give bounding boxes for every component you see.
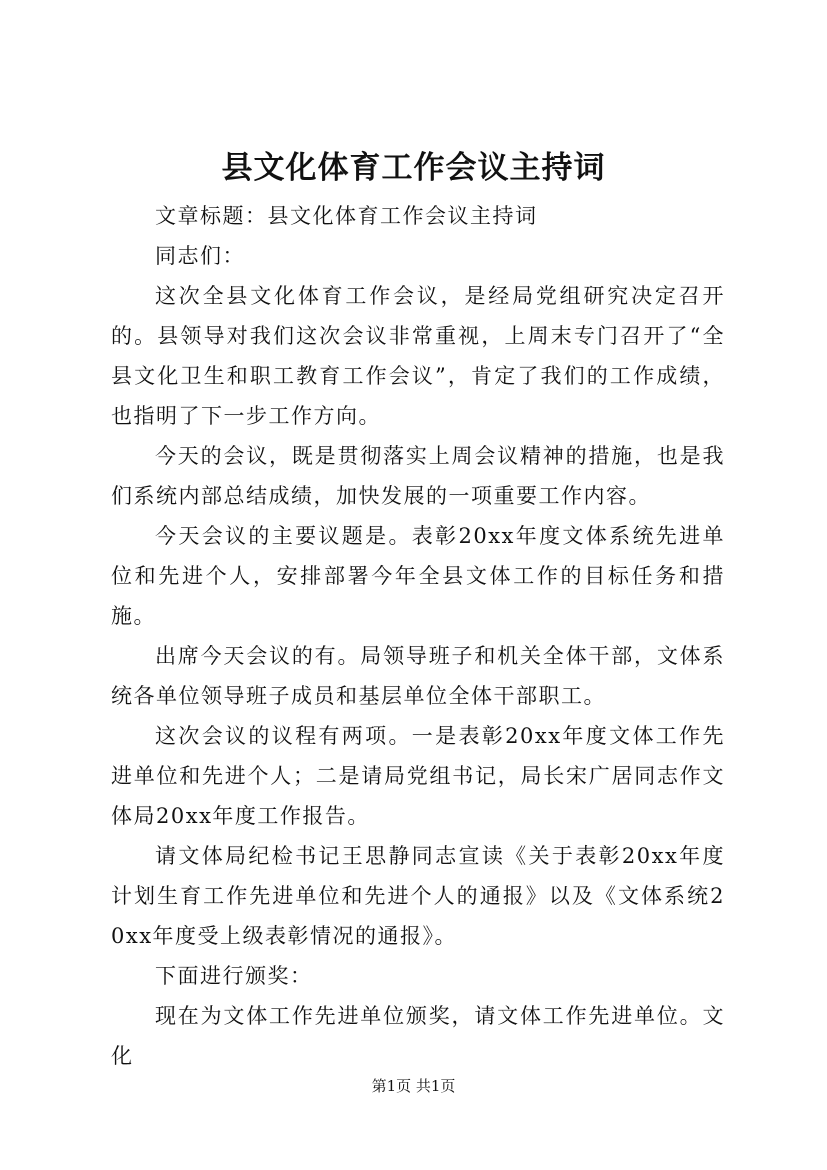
document-body xyxy=(111,196,725,1076)
paragraph-article-title: 文章标题：县文化体育工作会议主持词 xyxy=(155,204,538,228)
document-title: 县文化体育工作会议主持词 xyxy=(221,150,606,186)
page-footer: 第1页 共1页 xyxy=(371,1077,456,1095)
paragraph-salutation: 同志们： xyxy=(155,244,245,268)
paragraph: 出席今天会议的有。局领导班子和机关全体干部，文体系统各单位领导班子成员和基层单位全体干部职工。 xyxy=(111,644,725,708)
paragraph: 现在为文体工作先进单位颁奖，请文体工作先进单位。文化 xyxy=(111,1004,725,1068)
paragraph: 今天会议的主要议题是。表彰20xx年度文体系统先进单位和先进个人，安排部署今年全县文体工作的目标任务和措施。 xyxy=(111,524,725,628)
paragraph: 下面进行颁奖： xyxy=(155,964,313,988)
paragraph: 这次会议的议程有两项。一是表彰20xx年度文体工作先进单位和先进个人；二是请局党组书记，局长宋广居同志作文体局20xx年度工作报告。 xyxy=(111,724,725,828)
paragraph: 请文体局纪检书记王思静同志宣读《关于表彰20xx年度计划生育工作先进单位和先进个人的通报》以及《文体系统20xx年度受上级表彰情况的通报》。 xyxy=(111,844,725,948)
paragraph: 这次全县文化体育工作会议，是经局党组研究决定召开的。县领导对我们这次会议非常重视，上周末专门召开了“全县文化卫生和职工教育工作会议”，肯定了我们的工作成绩，也指明了下一步工作方向。 xyxy=(111,284,725,428)
paragraph: 今天的会议，既是贯彻落实上周会议精神的措施，也是我们系统内部总结成绩，加快发展的一项重要工作内容。 xyxy=(111,444,725,508)
